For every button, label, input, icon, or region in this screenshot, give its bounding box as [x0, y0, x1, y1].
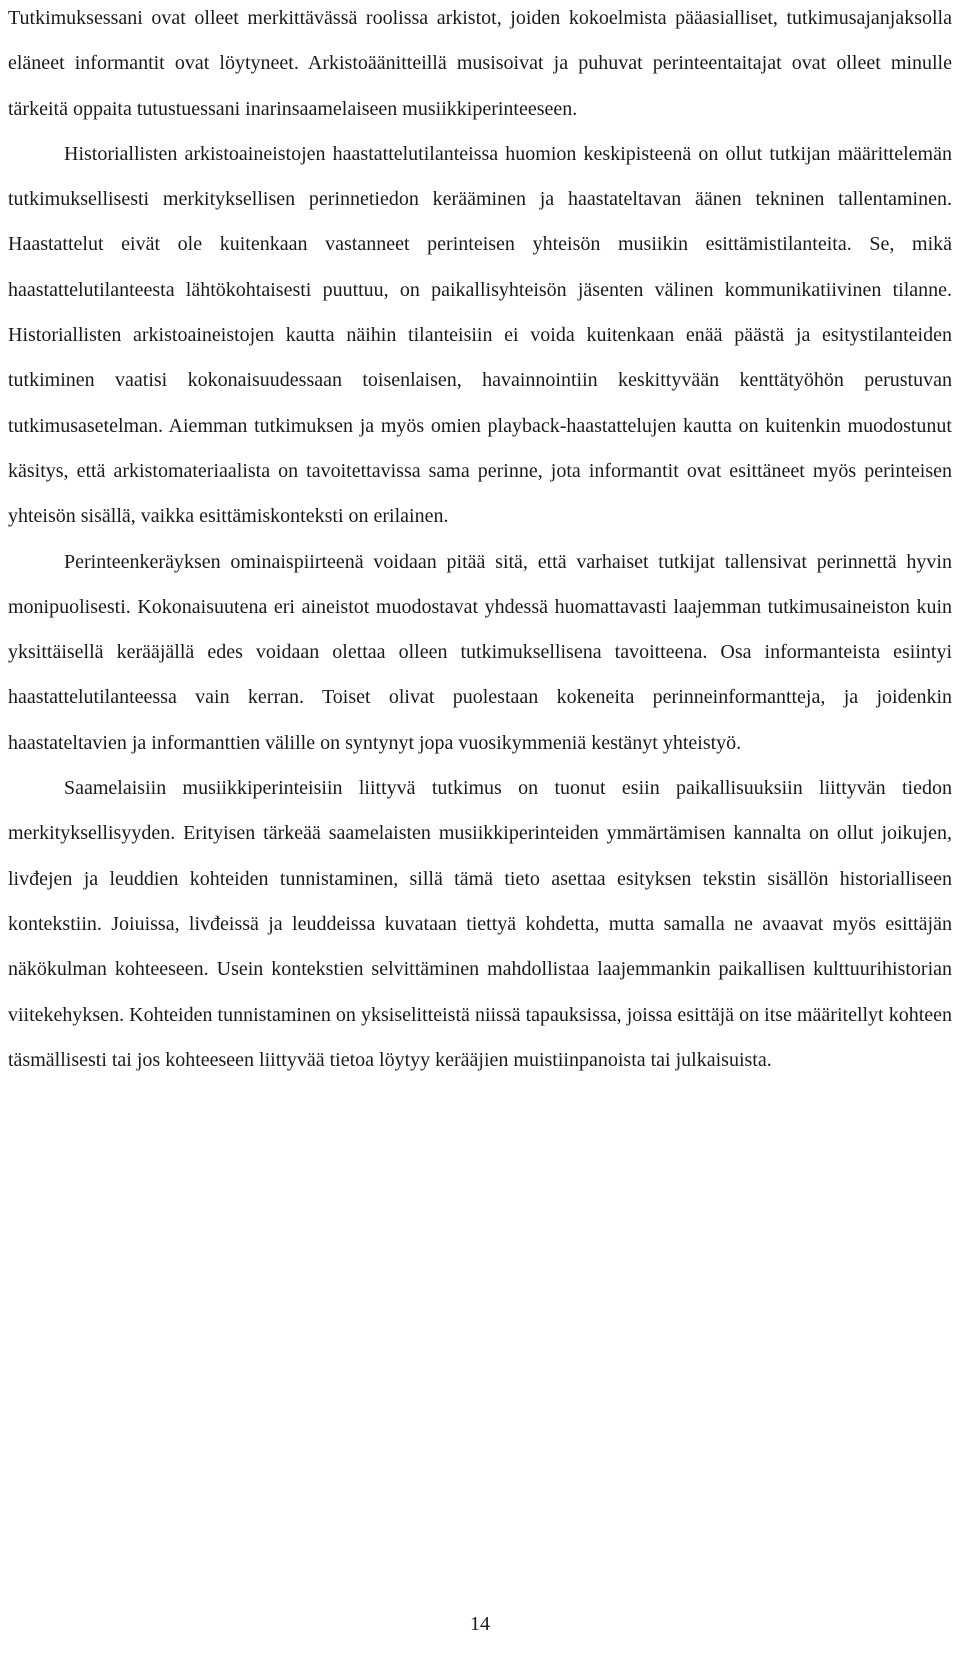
- page-number: 14: [470, 1613, 490, 1635]
- paragraph-3: Perinteenkeräyksen ominaispiirteenä voidaan pitää sitä, että varhaiset tutkijat tallensivat perinnettä hyvin monipuolisesti. Kokonaisuutena eri aineistot muodostavat yhdessä huomattavasti laajemman tutkimusaineiston kuin yksittäisellä kerääjällä edes voidaan olettaa olleen tutkimuksellisena tavoitteena. Osa informanteista esiintyi haastattelutilanteessa vain kerran. Toiset olivat puolestaan kokeneita perinneinformantteja, ja joidenkin haastateltavien ja informanttien välille on syntynyt jopa vuosikymmeniä kestänyt yhteistyö.: [8, 550, 952, 754]
- paragraph-4: Saamelaisiin musiikkiperinteisiin liittyvä tutkimus on tuonut esiin paikallisuuksiin liittyvän tiedon merkityksellisyyden. Erityisen tärkeää saamelaisten musiikkiperinteiden ymmärtämisen kannalta on ollut joikujen, livđejen ja leuddien kohteiden tunnistaminen, sillä tämä tieto asettaa esityksen tekstin sisällön historialliseen kontekstiin. Joiuissa, livđeissä ja leuddeissa kuvataan tiettyä kohdetta, mutta samalla ne avaavat myös esittäjän näkökulman kohteeseen. Usein kontekstien selvittäminen mahdollistaa laajemmankin paikallisen kulttuurihistorian viitekehyksen. Kohteiden tunnistaminen on yksiselitteistä niissä tapauksissa, joissa esittäjä on itse määritellyt kohteen täsmällisesti tai jos kohteeseen liittyvää tietoa löytyy kerääjien muistiinpanoista tai julkaisuista.: [8, 777, 952, 1071]
- body-text: [8, 0, 952, 1083]
- paragraph-1: Tutkimuksessani ovat olleet merkittävässä roolissa arkistot, joiden kokoelmista pääasialliset, tutkimusajanjaksolla eläneet informantit ovat löytyneet. Arkistoäänitteillä musisoivat ja puhuvat perinteentaitajat ovat olleet minulle tärkeitä oppaita tutustuessani inarinsaamelaiseen musiikkiperinteeseen.: [8, 7, 952, 120]
- paragraph-2: Historiallisten arkistoaineistojen haastattelutilanteissa huomion keskipisteenä on ollut tutkijan määrittelemän tutkimuksellisesti merkityksellisen perinnetiedon kerääminen ja haastateltavan äänen tekninen tallentaminen. Haastattelut eivät ole kuitenkaan vastanneet perinteisen yhteisön musiikin esittämistilanteita. Se, mikä haastattelutilanteesta lähtökohtaisesti puuttuu, on paikallisyhteisön jäsenten välinen kommunikatiivinen tilanne. Historiallisten arkistoaineistojen kautta näihin tilanteisiin ei voida kuitenkaan enää päästä ja esitystilanteiden tutkiminen vaatisi kokonaisuudessaan toisenlaisen, havainnointiin keskittyvään kenttätyöhön perustuvan tutkimusasetelman. Aiemman tutkimuksen ja myös omien playback-haastattelujen kautta on kuitenkin muodostunut käsitys, että arkistomateriaalista on tavoitettavissa sama perinne, jota informantit ovat esittäneet myös perinteisen yhteisön sisällä, vaikka esittämiskonteksti on erilainen.: [8, 142, 952, 528]
